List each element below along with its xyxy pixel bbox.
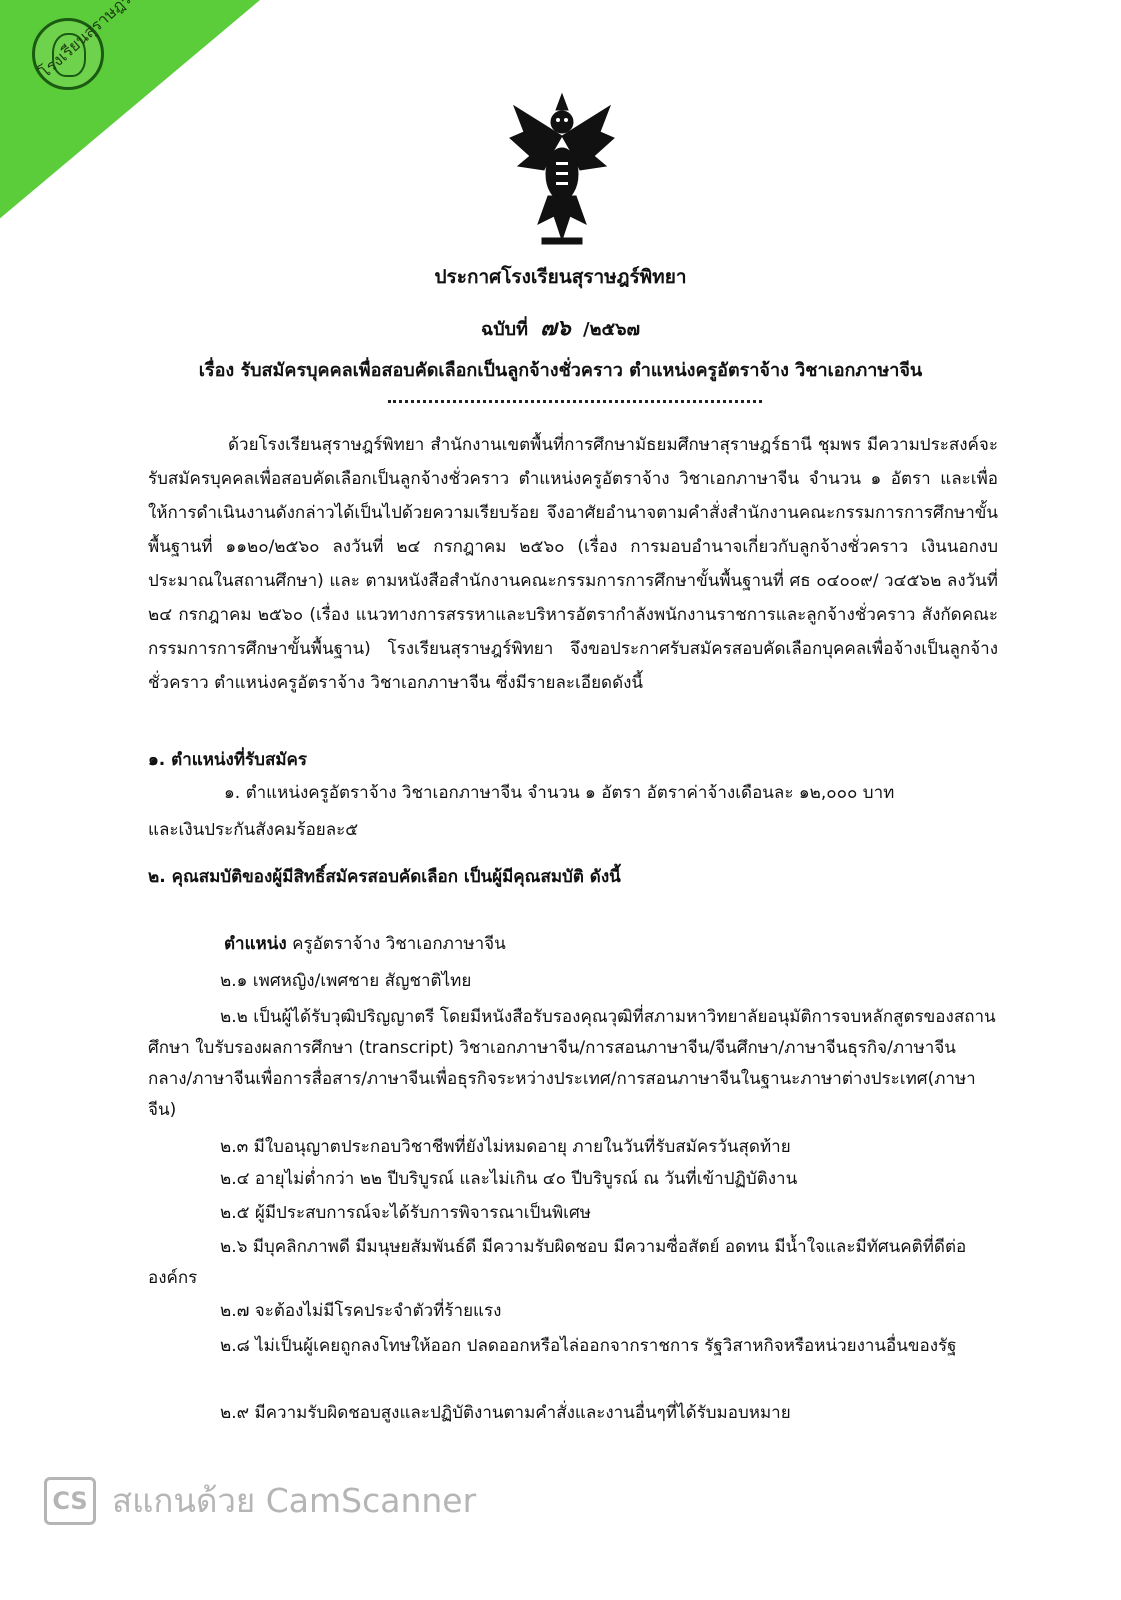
section2-heading: ๒. คุณสมบัติของผู้มีสิทธิ์สมัครสอบคัดเลือก เป็นผู้มีคุณสมบัติ ดังนี้: [148, 867, 621, 887]
qualification-item: ๒.๖ มีบุคลิกภาพดี มีมนุษยสัมพันธ์ดี มีความรับผิดชอบ มีความซื่อสัตย์ อดทน มีน้ำใจและมีทัศนคติที่ดีต่อองค์กร: [148, 1237, 967, 1288]
qualification-item: ๒.๘ ไม่เป็นผู้เคยถูกลงโทษให้ออก ปลดออกหรือไล่ออกจากราชการ รัฐวิสาหกิจหรือหน่วยงานอื่นของรัฐ: [220, 1336, 957, 1356]
intro-paragraph: ด้วยโรงเรียนสุราษฎร์พิทยา สำนักงานเขตพื้นที่การศึกษามัธยมศึกษาสุราษฎร์ธานี ชุมพร มีความประสงค์จะรับสมัครบุคคลเพื่อสอบคัดเลือกเป็นลูกจ้างชั่วคราว ตำแหน่งครูอัตราจ้าง วิชาเอกภาษาจีน จำนวน ๑ อัตรา และเพื่อให้การดำเนินงานดังกล่าวได้เป็นไปด้วยความเรียบร้อย จึงอาศัยอำนาจตามคำสั่งสำนักงานคณะกรรมการการศึกษาขั้นพื้นฐานที่ ๑๑๒๐/๒๕๖๐ ลงวันที่ ๒๔ กรกฎาคม ๒๕๖๐ (เรื่อง การมอบอำนาจเกี่ยวกับลูกจ้างชั่วคราว เงินนอกงบประมาณในสถานศึกษา) และ ตามหนังสือสำนักงานคณะกรรมการการศึกษาขั้นพื้นฐานที่ ศธ ๐๔๐๐๙/ ว๔๕๖๒ ลงวันที่ ๒๔ กรกฎาคม ๒๕๖๐ (เรื่อง แนวทางการสรรหาและบริหารอัตรากำลังพนักงานราชการและลูกจ้างชั่วคราว สังกัดคณะกรรมการการศึกษาขั้นพื้นฐาน) โรงเรียนสุราษฎร์พิทยา จึงขอประกาศรับสมัครสอบคัดเลือกบุคคลเพื่อจ้างเป็นลูกจ้างชั่วคราว ตำแหน่งครูอัตราจ้าง วิชาเอกภาษาจีน ซึ่งมีรายละเอียดดังนี้: [148, 435, 998, 693]
announcement-number: [0, 310, 1121, 345]
qualification-item: ๒.๒ เป็นผู้ได้รับวุฒิปริญญาตรี โดยมีหนังสือรับรองคุณวุฒิที่สภามหาวิทยาลัยอนุมัติการจบหลักสูตรของสถานศึกษา ใบรับรองผลการศึกษา (transcript) วิชาเอกภาษาจีน/การสอนภาษาจีน/จีนศึกษา/ภาษาจีนธุรกิจ/ภาษาจีนกลาง/ภาษาจีนเพื่อการสื่อสาร/ภาษาจีนเพื่อธุรกิจระหว่างประเทศ/การสอนภาษาจีนในฐานะภาษาต่างประเทศ(ภาษาจีน): [148, 1007, 996, 1120]
section1-heading: ๑. ตำแหน่งที่รับสมัคร: [148, 750, 308, 770]
qualification-item: ๒.๙ มีความรับผิดชอบสูงและปฏิบัติงานตามคำสั่งและงานอื่นๆที่ได้รับมอบหมาย: [220, 1403, 791, 1423]
position-value: ครูอัตราจ้าง วิชาเอกภาษาจีน: [292, 934, 506, 954]
section1-item-line2: และเงินประกันสังคมร้อยละ๕: [148, 820, 359, 840]
qualification-item: ๒.๗ จะต้องไม่มีโรคประจำตัวที่ร้ายแรง: [220, 1301, 502, 1321]
qualification-item: ๒.๑ เพศหญิง/เพศชาย สัญชาติไทย: [220, 971, 472, 991]
number-value: ๗๖: [540, 315, 571, 341]
garuda-emblem-icon: [504, 92, 620, 252]
announcement-subject: เรื่อง รับสมัครบุคคลเพื่อสอบคัดเลือกเป็นลูกจ้างชั่วคราว ตำแหน่งครูอัตราจ้าง วิชาเอกภาษาจีน: [198, 360, 923, 381]
qualification-item: ๒.๕ ผู้มีประสบการณ์จะได้รับการพิจารณาเป็นพิเศษ: [220, 1203, 591, 1223]
camscanner-watermark: [44, 1474, 476, 1527]
camscanner-logo-icon: CS: [44, 1477, 96, 1525]
qualification-item: ๒.๓ มีใบอนุญาตประกอบวิชาชีพที่ยังไม่หมดอายุ ภายในวันที่รับสมัครวันสุดท้าย: [220, 1137, 791, 1157]
watermark-text: สแกนด้วย CamScanner: [112, 1481, 477, 1520]
section2-position: [224, 929, 506, 959]
qualification-item: ๒.๔ อายุไม่ต่ำกว่า ๒๒ ปีบริบูรณ์ และไม่เกิน ๔๐ ปีบริบูรณ์ ณ วันที่เข้าปฏิบัติงาน: [220, 1169, 798, 1189]
position-label: ตำแหน่ง: [224, 934, 287, 954]
number-prefix: ฉบับที่: [480, 319, 528, 340]
number-suffix: /๒๕๖๗: [583, 319, 641, 340]
announcement-title: ประกาศโรงเรียนสุราษฎร์พิทยา: [434, 266, 687, 288]
dotted-divider: [388, 400, 762, 403]
section1-item-line1: ๑. ตำแหน่งครูอัตราจ้าง วิชาเอกภาษาจีน จำนวน ๑ อัตรา อัตราค่าจ้างเดือนละ ๑๒,๐๐๐ บาท: [224, 783, 895, 803]
